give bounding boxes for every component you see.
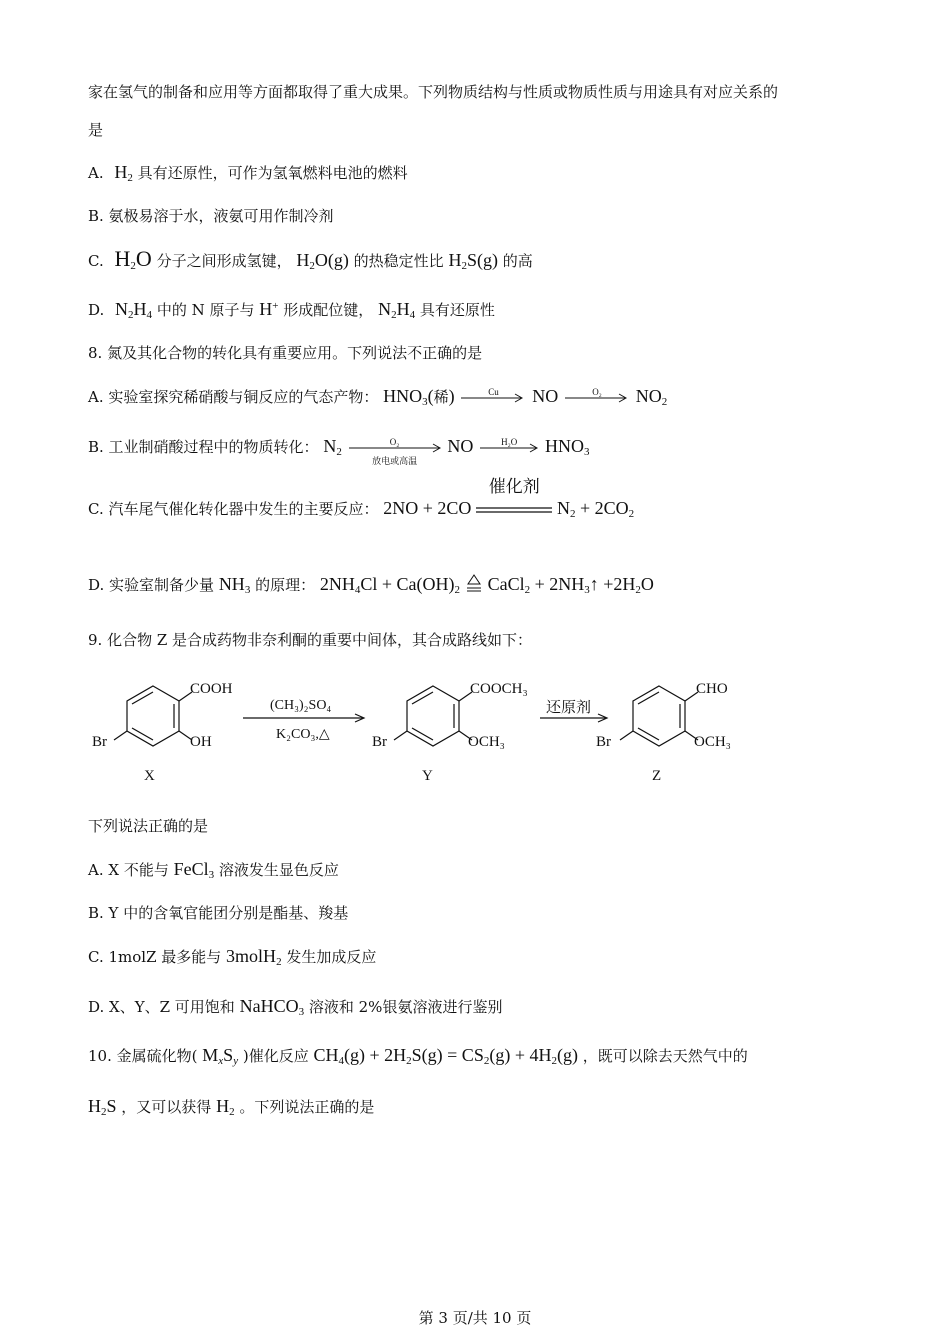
q8-option-a[interactable]: A. 实验室探究稀硝酸与铜反应的气态产物： $HNO_3$(稀) Cu NO O₂ $NO_2$ bbox=[88, 386, 668, 408]
intro-line-1: 家在氢气的制备和应用等方面都取得了重大成果。下列物质结构与性质或物质性质与用途具有对应关系的 bbox=[88, 83, 779, 101]
q8-option-c[interactable]: C. 汽车尾气催化转化器中发生的主要反应： 2NO + 2CO 催化剂 $N_2 + 2CO_2$ bbox=[88, 477, 635, 520]
q7-option-a[interactable]: A. $H_2$ 具有还原性，可作为氢氧燃料电池的燃料 bbox=[88, 162, 408, 184]
q9-option-b[interactable]: B. Y 中的含氧官能团分别是酯基、羧基 bbox=[88, 904, 349, 922]
reaction-arrow-2 bbox=[540, 712, 612, 724]
reaction-arrow-1 bbox=[243, 712, 369, 724]
q9-option-d[interactable]: D. X、Y、Z 可用饱和 NaHCO$_3$ 溶液和 2%银氨溶液进行鉴别 bbox=[88, 996, 503, 1018]
q9-option-a[interactable]: A. X 不能与 FeCl$_3$ 溶液发生显色反应 bbox=[88, 859, 339, 881]
q7-option-c[interactable]: C. $H_2O$ 分子之间形成氢键， $H_2O(g)$ 的热稳定性比 $H_2S(g)$ 的高 bbox=[88, 246, 533, 272]
q9-stem: 9. 化合物 Z 是合成药物非奈利酮的重要中间体，其合成路线如下： bbox=[88, 631, 533, 649]
q9-intro: 下列说法正确的是 bbox=[88, 817, 209, 835]
molecule-y-structure bbox=[388, 678, 478, 748]
q7-option-b[interactable]: B. 氨极易溶于水，液氨可用作制冷剂 bbox=[88, 207, 334, 225]
q8-option-b[interactable]: B. 工业制硝酸过程中的物质转化： $N_2$ O₂ 放电或高温 NO H₂O $HNO_3$ bbox=[88, 436, 590, 467]
q8-option-d[interactable]: D. 实验室制备少量 $NH_3$ 的原理： $2NH_4Cl + Ca(OH)_2$ CaCl$_2$ + $2NH_3↑ +2H_2O$ bbox=[88, 574, 654, 596]
molecule-x-structure bbox=[108, 678, 198, 748]
page-footer: 第 3 页/共 10 页 bbox=[418, 1309, 532, 1327]
q9-option-c[interactable]: C. 1molZ 最多能与 3molH$_2$ 发生加成反应 bbox=[88, 946, 377, 968]
q8-stem: 8. 氮及其化合物的转化具有重要应用。下列说法不正确的是 bbox=[88, 344, 483, 362]
intro-line-2: 是 bbox=[88, 121, 104, 139]
synthesis-scheme: COOH OH Br X (CH₃)₂SO₄ K₂CO₃,△ COOCH₃ OCH₃ Br Y 还原剂 CHO OCH₃ Br Z bbox=[0, 670, 950, 800]
q7-option-d[interactable]: D. $N_2H_4$ 中的 N 原子与 H+ 形成配位键， $N_2H_4$ 具有还原性 bbox=[88, 299, 495, 321]
molecule-z-structure bbox=[614, 678, 704, 748]
q10-stem-line-1: 10. 金属硫化物( $M_xS_y$ )催化反应 $CH_4(g) + 2H_2S(g) = CS_2(g) + 4H_2(g)$ ，既可以除去天然气中的 bbox=[88, 1045, 748, 1067]
q10-stem-line-2: $H_2S$ ，又可以获得 $H_2$ 。下列说法正确的是 bbox=[88, 1096, 375, 1118]
